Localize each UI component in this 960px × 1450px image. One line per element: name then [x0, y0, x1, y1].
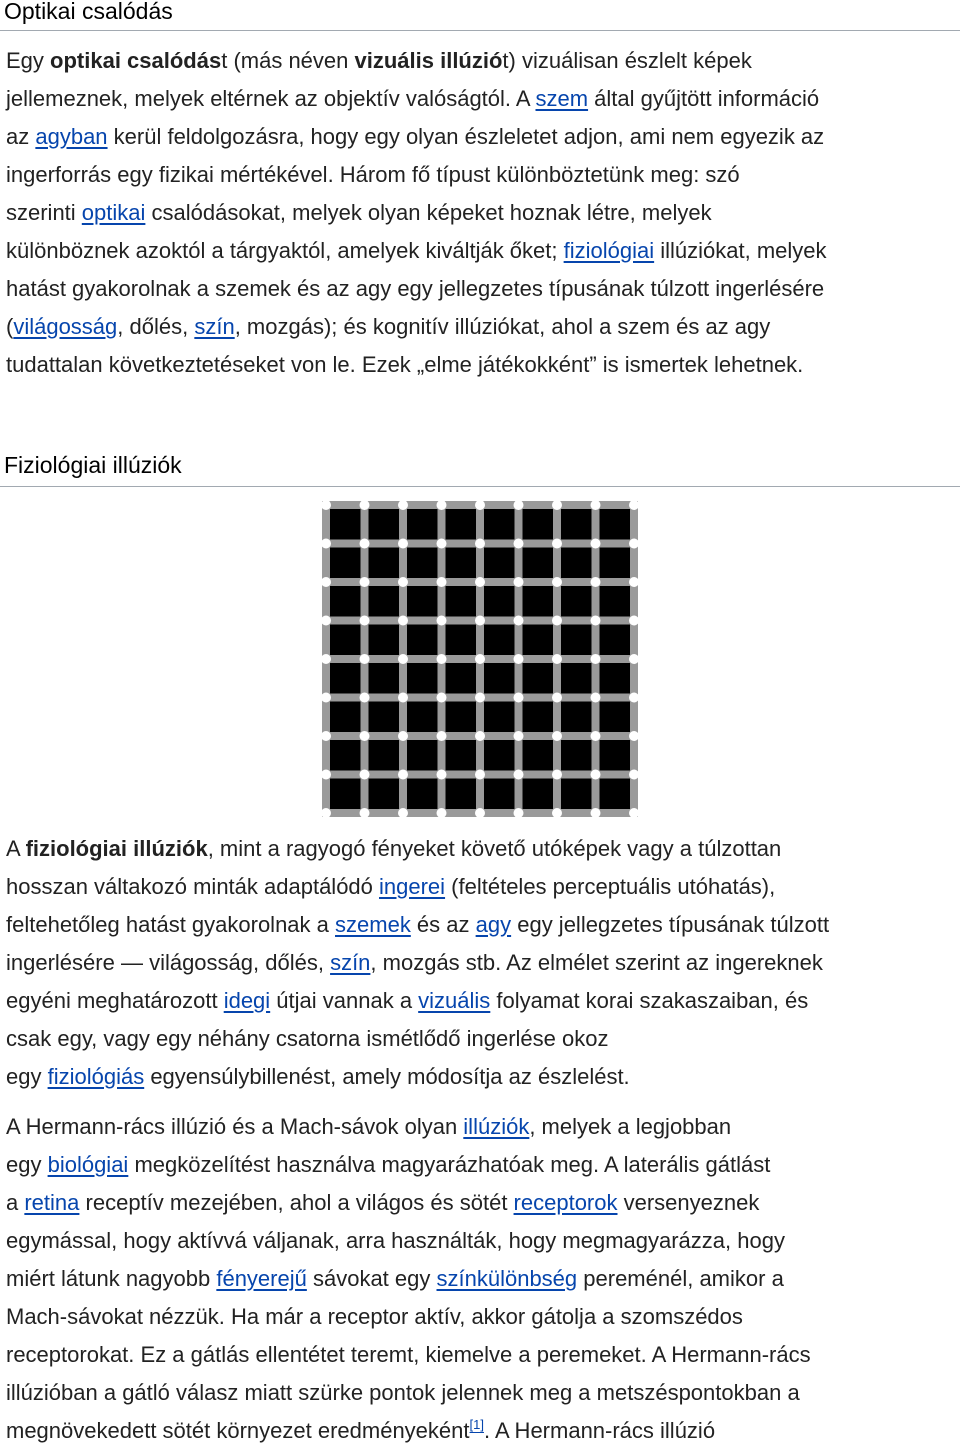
bold-term: vizuális illúzió [354, 48, 503, 73]
grid-intersection-dot [360, 616, 370, 626]
grid-intersection-dot [398, 616, 408, 626]
grid-intersection-dot [398, 693, 408, 703]
grid-intersection-dot [514, 731, 524, 741]
text-run: útjai vannak a [270, 988, 419, 1013]
inline-link[interactable]: világosság [13, 314, 118, 339]
text-line [6, 1336, 811, 1374]
text-run: egyéni meghatározott [6, 988, 224, 1013]
grid-intersection-dot [437, 654, 447, 664]
physiological-paragraph-1 [6, 830, 829, 1096]
inline-link[interactable]: agy [475, 912, 512, 937]
inline-link[interactable]: színkülönbség [436, 1266, 578, 1291]
text-line [6, 1184, 811, 1222]
text-run: és az [410, 912, 476, 937]
text-line [6, 1020, 829, 1058]
grid-intersection-dot [591, 577, 601, 587]
inline-link[interactable]: idegi [223, 988, 271, 1013]
grid-intersection-dot [514, 654, 524, 664]
inline-link[interactable]: szín [330, 950, 371, 975]
inline-link[interactable]: biológiai [47, 1152, 129, 1177]
grid-intersection-dot [552, 577, 562, 587]
text-run: ingerlésére — világosság, dőlés, [6, 950, 331, 975]
grid-intersection-dot [360, 577, 370, 587]
text-run: A Hermann-rács illúzió és a Mach-sávok olyan [6, 1114, 464, 1139]
text-run: A [6, 836, 26, 861]
text-run: hatást gyakorolnak a szemek és az agy egy jellegzetes típusának túlzott ingerlésére [6, 276, 825, 301]
text-run: t) vizuálisan észlelt képek [502, 48, 752, 73]
text-run: , dőlés, [117, 314, 195, 339]
grid-intersection-dot [437, 616, 447, 626]
inline-link[interactable]: fiziológiás [47, 1064, 145, 1089]
hermann-grid-image [322, 501, 638, 817]
text-run: különböznek azoktól a tárgyaktól, amelyek kiváltják őket; [6, 238, 564, 263]
grid-intersection-dot [360, 731, 370, 741]
text-run: miért látunk nagyobb [6, 1266, 217, 1291]
physiological-paragraph-2 [6, 1108, 811, 1450]
grid-intersection-dot [591, 693, 601, 703]
text-run: tudattalan következtetéseket von le. Ezek „elme játékokként” is ismertek lehetnek. [6, 352, 804, 377]
grid-intersection-dot [398, 654, 408, 664]
text-run: versenyeznek [617, 1190, 760, 1215]
text-line [6, 906, 829, 944]
bold-term: fiziológiai illúziók [25, 836, 208, 861]
inline-link[interactable]: szem [535, 86, 589, 111]
text-line [6, 1412, 811, 1450]
text-line [6, 1146, 811, 1184]
inline-link[interactable]: fényerejű [216, 1266, 307, 1291]
text-run: egymással, hogy aktívvá váljanak, arra használták, hogy megmagyarázza, hogy [6, 1228, 785, 1253]
text-run: szerinti [6, 200, 82, 225]
grid-intersection-dot [514, 693, 524, 703]
grid-intersection-dot [514, 577, 524, 587]
text-line [6, 868, 829, 906]
inline-link[interactable]: agyban [35, 124, 108, 149]
inline-link[interactable]: fiziológiai [563, 238, 655, 263]
grid-intersection-dot [514, 770, 524, 780]
text-run: sávokat egy [306, 1266, 437, 1291]
grid-intersection-dot [398, 731, 408, 741]
citation-superscript [470, 1417, 484, 1432]
grid-intersection-dot [591, 770, 601, 780]
grid-intersection-dot [360, 539, 370, 549]
text-line [6, 232, 827, 270]
grid-intersection-dot [398, 770, 408, 780]
grid-intersection-dot [360, 770, 370, 780]
grid-intersection-dot [514, 616, 524, 626]
title-divider [0, 30, 960, 31]
grid-intersection-dot [475, 731, 485, 741]
text-run: az [6, 124, 36, 149]
text-line [6, 830, 829, 868]
inline-link[interactable]: retina [24, 1190, 80, 1215]
grid-intersection-dot [552, 693, 562, 703]
grid-intersection-dot [475, 577, 485, 587]
text-run: ( [6, 314, 14, 339]
hermann-grid-figure[interactable] [322, 501, 638, 817]
text-line [6, 42, 827, 80]
grid-intersection-dot [475, 616, 485, 626]
inline-link[interactable]: receptorok [513, 1190, 618, 1215]
grid-intersection-dot [591, 654, 601, 664]
inline-link[interactable]: vizuális [418, 988, 491, 1013]
intro-paragraph [6, 42, 827, 384]
text-line [6, 270, 827, 308]
grid-intersection-dot [437, 693, 447, 703]
grid-intersection-dot [398, 577, 408, 587]
inline-link[interactable]: illúziók [463, 1114, 530, 1139]
text-run: . A Hermann-rács illúzió [483, 1418, 716, 1443]
text-line [6, 118, 827, 156]
grid-intersection-dot [514, 539, 524, 549]
grid-intersection-dot [552, 770, 562, 780]
grid-intersection-dot [552, 616, 562, 626]
text-run: csak egy, vagy egy néhány csatorna ismétlődő ingerlése okoz [6, 1026, 609, 1051]
text-run: , melyek a legjobban [529, 1114, 732, 1139]
text-run: egy [6, 1064, 48, 1089]
inline-link[interactable]: szín [194, 314, 235, 339]
text-line [6, 1260, 811, 1298]
text-run: , mozgás); és kognitív illúziókat, ahol a szem és az agy [234, 314, 771, 339]
text-run: , mint a ragyogó fényeket követő utóképek vagy a túlzottan [207, 836, 782, 861]
grid-intersection-dot [475, 654, 485, 664]
text-run: (feltételes perceptuális utóhatás), [445, 874, 776, 899]
grid-intersection-dot [475, 693, 485, 703]
citation-link[interactable]: [1] [469, 1417, 484, 1432]
text-run: Mach-sávokat nézzük. Ha már a receptor aktív, akkor gátolja a szomszédos [6, 1304, 743, 1329]
grid-intersection-dot [437, 731, 447, 741]
inline-link[interactable]: szemek [335, 912, 411, 937]
grid-intersection-dot [552, 539, 562, 549]
grid-intersection-dot [475, 539, 485, 549]
bold-term: optikai csalódás [50, 48, 222, 73]
text-line [6, 1058, 829, 1096]
text-run: egy [6, 1152, 48, 1177]
inline-link[interactable]: ingerei [379, 874, 446, 899]
text-run: folyamat korai szakaszaiban, és [490, 988, 809, 1013]
grid-intersection-dot [591, 616, 601, 626]
grid-intersection-dot [360, 654, 370, 664]
text-line [6, 982, 829, 1020]
text-run: egyensúlybillenést, amely módosítja az észlelést. [144, 1064, 630, 1089]
grid-intersection-dot [475, 770, 485, 780]
text-run: egy jellegzetes típusának túlzott [511, 912, 830, 937]
grid-intersection-dot [437, 539, 447, 549]
text-line [6, 156, 827, 194]
grid-intersection-dot [437, 577, 447, 587]
text-run: csalódásokat, melyek olyan képeket hoznak létre, melyek [145, 200, 712, 225]
text-run: pereménél, amikor a [577, 1266, 784, 1291]
text-line [6, 346, 827, 384]
text-run: megnövekedett sötét környezet eredményeként [6, 1418, 470, 1443]
text-run: Egy [6, 48, 51, 73]
text-run: hosszan váltakozó minták adaptálódó [6, 874, 380, 899]
text-run: illúziókat, melyek [654, 238, 827, 263]
grid-intersection-dot [552, 731, 562, 741]
inline-link[interactable]: optikai [81, 200, 146, 225]
text-run: t (más néven [221, 48, 355, 73]
text-line [6, 1374, 811, 1412]
text-run: kerül feldolgozásra, hogy egy olyan észleletet adjon, ami nem egyezik az [107, 124, 825, 149]
text-line [6, 944, 829, 982]
text-run: által gyűjtött információ [588, 86, 820, 111]
text-line [6, 1108, 811, 1146]
text-line [6, 80, 827, 118]
section-divider [0, 486, 960, 487]
grid-intersection-dot [398, 539, 408, 549]
text-run: megközelítést használva magyarázhatóak meg. A laterális gátlást [128, 1152, 771, 1177]
text-run: feltehetőleg hatást gyakorolnak a [6, 912, 336, 937]
text-line [6, 194, 827, 232]
grid-intersection-dot [591, 539, 601, 549]
text-line [6, 1222, 811, 1260]
text-run: ingerforrás egy fizikai mértékével. Három fő típust különböztetünk meg: szó [6, 162, 740, 187]
grid-intersection-dot [360, 693, 370, 703]
text-line [6, 308, 827, 346]
text-run: a [6, 1190, 25, 1215]
text-run: receptív mezejében, ahol a világos és sötét [79, 1190, 514, 1215]
grid-intersection-dot [437, 770, 447, 780]
grid-intersection-dot [552, 654, 562, 664]
text-run: illúzióban a gátló válasz miatt szürke pontok jelennek meg a metszéspontokban a [6, 1380, 800, 1405]
text-run: jellemeznek, melyek eltérnek az objektív valóságtól. A [6, 86, 536, 111]
text-run: receptorokat. Ez a gátlás ellentétet teremt, kiemelve a peremeket. A Hermann-rács [6, 1342, 811, 1367]
section-heading: Fiziológiai illúziók [4, 452, 182, 478]
page-title: Optikai csalódás [4, 0, 173, 24]
text-run: , mozgás stb. Az elmélet szerint az ingereknek [370, 950, 823, 975]
text-line [6, 1298, 811, 1336]
grid-intersection-dot [591, 731, 601, 741]
